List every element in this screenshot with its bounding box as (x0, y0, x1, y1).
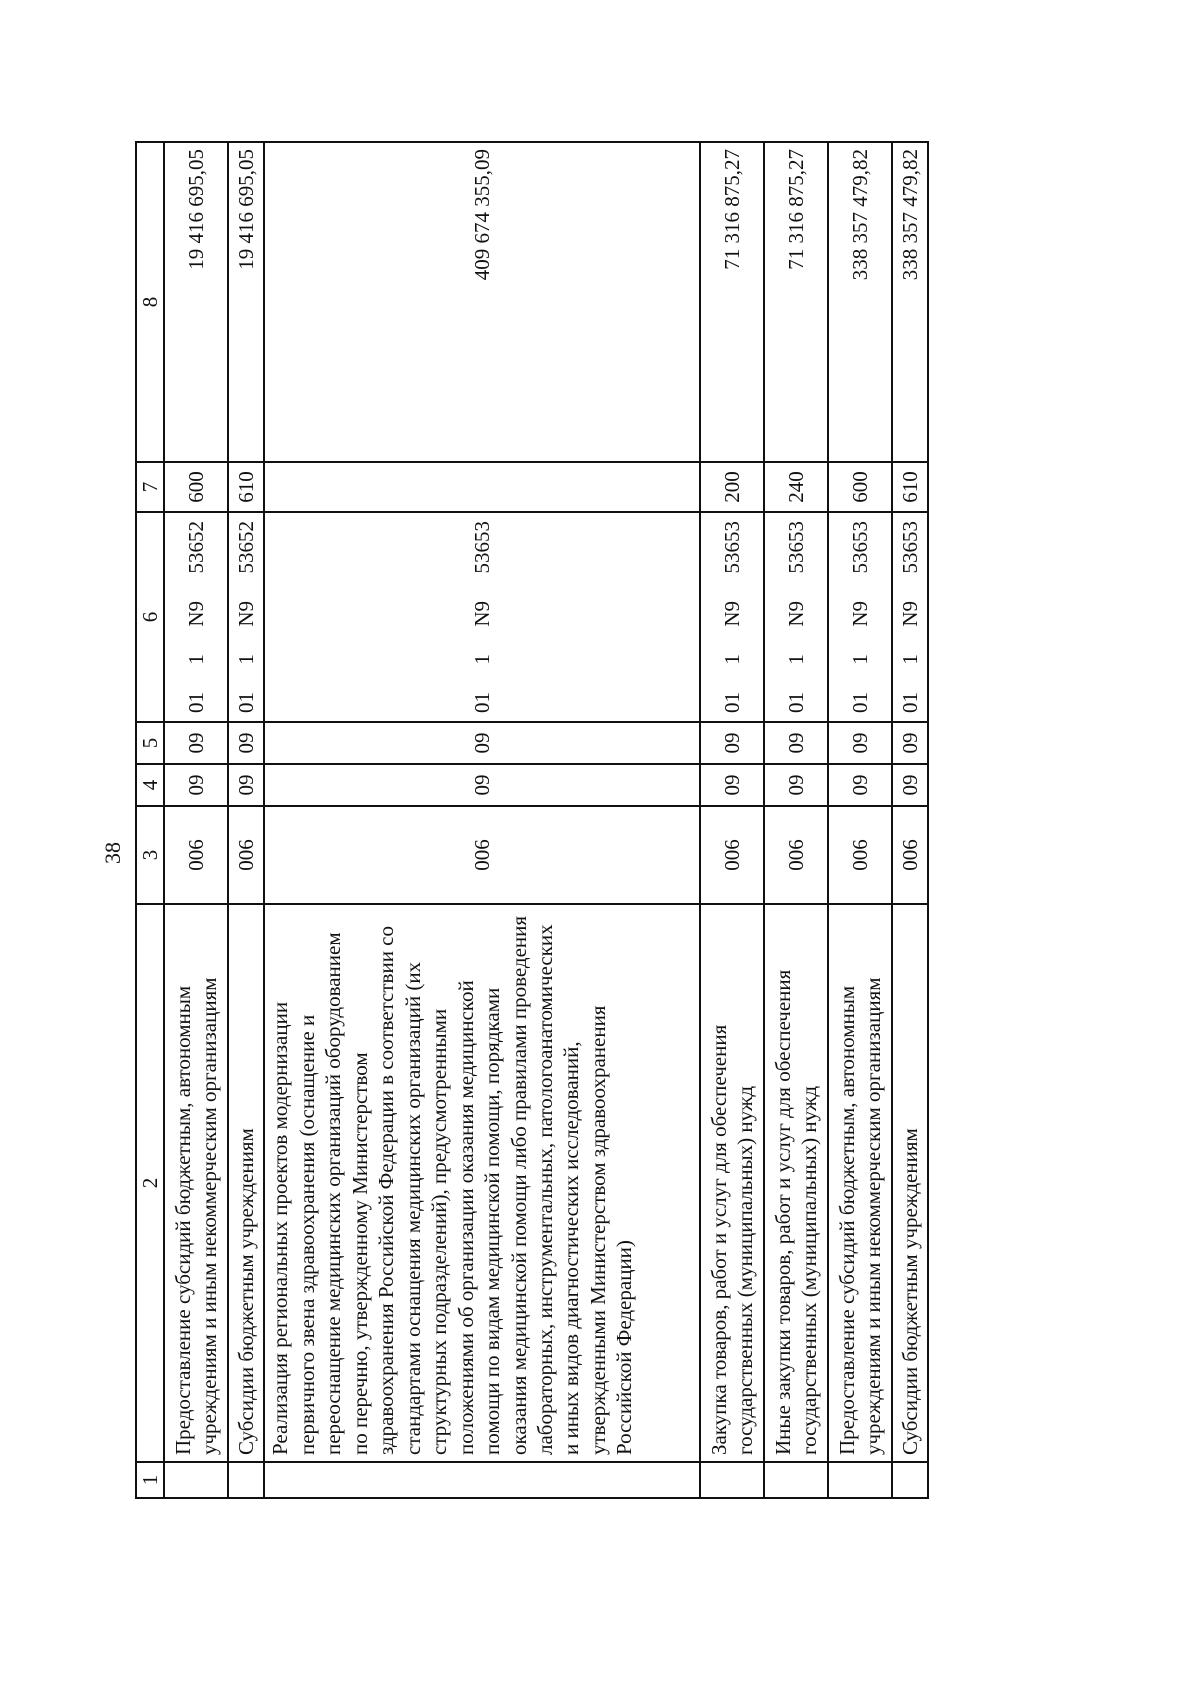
row-number-cell (164, 1462, 228, 1498)
table-row (264, 142, 700, 1498)
expense-type-cell: 600 (164, 462, 228, 512)
section-cell: 09 (264, 764, 700, 806)
ministry-code-cell: 006 (228, 806, 264, 904)
subsection-cell: 09 (264, 722, 700, 764)
section-cell: 09 (892, 764, 928, 806)
target-article-part: N9 (898, 600, 923, 627)
page-number: 38 (100, 842, 125, 864)
target-article-part: 01 (848, 692, 873, 713)
ministry-code-cell: 006 (892, 806, 928, 904)
section-cell: 09 (228, 764, 264, 806)
target-article-part: N9 (720, 600, 745, 627)
row-name-cell: Субсидии бюджетным учреждениям (892, 904, 928, 1462)
target-article-part: 1 (720, 654, 745, 665)
expense-type-cell: 240 (764, 462, 828, 512)
target-article-part: N9 (848, 600, 873, 627)
target-article-cell (164, 512, 228, 722)
target-article-part: 01 (784, 692, 809, 713)
target-article-part: 53652 (234, 521, 259, 574)
target-article-part: 01 (184, 692, 209, 713)
column-header: 3 (136, 806, 164, 904)
target-article-part: 01 (470, 692, 495, 713)
expense-type-cell: 610 (228, 462, 264, 512)
target-article-part: 53653 (848, 521, 873, 574)
amount-cell: 338 357 479,82 (892, 142, 928, 462)
target-article-part: 01 (898, 692, 923, 713)
target-article-cell (700, 512, 764, 722)
ministry-code-cell: 006 (264, 806, 700, 904)
amount-cell: 71 316 875,27 (700, 142, 764, 462)
amount-cell: 71 316 875,27 (764, 142, 828, 462)
subsection-cell: 09 (764, 722, 828, 764)
table-row (164, 142, 228, 1498)
column-header: 1 (136, 1462, 164, 1498)
target-article-part: 1 (848, 654, 873, 665)
target-article-part: 53653 (898, 521, 923, 574)
target-article-cell (764, 512, 828, 722)
target-article-cell (892, 512, 928, 722)
target-article-cell (264, 512, 700, 722)
row-name-cell: Закупка товаров, работ и услуг для обеспечения государственных (муниципальных) нужд (700, 904, 764, 1462)
expense-type-cell: 200 (700, 462, 764, 512)
target-article-part: 1 (470, 654, 495, 665)
amount-cell: 19 416 695,05 (228, 142, 264, 462)
row-name-cell: Субсидии бюджетным учреждениям (228, 904, 264, 1462)
column-header: 2 (136, 904, 164, 1462)
target-article-part: N9 (784, 600, 809, 627)
subsection-cell: 09 (700, 722, 764, 764)
target-article-part: N9 (470, 600, 495, 627)
target-article-part: 53653 (720, 521, 745, 574)
target-article-part: 53653 (784, 521, 809, 574)
budget-table (135, 141, 929, 1499)
ministry-code-cell: 006 (764, 806, 828, 904)
row-number-cell (700, 1462, 764, 1498)
ministry-code-cell: 006 (164, 806, 228, 904)
row-number-cell (892, 1462, 928, 1498)
expense-type-cell: 600 (828, 462, 892, 512)
target-article-part: 53652 (184, 521, 209, 574)
target-article-part: 1 (784, 654, 809, 665)
subsection-cell: 09 (828, 722, 892, 764)
row-name-cell: Предоставление субсидий бюджетным, автономным учреждениям и иным некоммерческим организациям (828, 904, 892, 1462)
ministry-code-cell: 006 (828, 806, 892, 904)
row-number-cell (828, 1462, 892, 1498)
subsection-cell: 09 (228, 722, 264, 764)
target-article-part: 01 (720, 692, 745, 713)
target-article-part: 01 (234, 692, 259, 713)
column-header: 6 (136, 512, 164, 722)
target-article-cell (228, 512, 264, 722)
target-article-part: 1 (898, 654, 923, 665)
subsection-cell: 09 (164, 722, 228, 764)
row-number-cell (228, 1462, 264, 1498)
expense-type-cell (264, 462, 700, 512)
table-row (828, 142, 892, 1498)
column-header: 5 (136, 722, 164, 764)
section-cell: 09 (700, 764, 764, 806)
column-header: 4 (136, 764, 164, 806)
table-row (700, 142, 764, 1498)
table-header-row (136, 142, 164, 1498)
target-article-cell (828, 512, 892, 722)
amount-cell: 409 674 355,09 (264, 142, 700, 462)
table-row (228, 142, 264, 1498)
ministry-code-cell: 006 (700, 806, 764, 904)
target-article-part: 1 (234, 654, 259, 665)
section-cell: 09 (764, 764, 828, 806)
target-article-part: N9 (184, 600, 209, 627)
row-name-cell: Реализация региональных проектов модернизации первичного звена здравоохранения (оснащение и переоснащение медицинских организаций оборудованием по перечню, утвержденному Министерством здравоохранения Российской Федерации в соответствии со стандартами оснащения медицинских организаций (их структурных подразделений), предусмотренными положениями об организации оказания медицинской помощи по видам медицинской помощи, порядками оказания медицинской помощи либо правилами проведения лабораторных, инструментальных, патологоанатомических и иных видов диагностических исследований, утвержденными Министерством здравоохранения Российской Федерации) (264, 904, 700, 1462)
target-article-part: 1 (184, 654, 209, 665)
section-cell: 09 (164, 764, 228, 806)
table-row (892, 142, 928, 1498)
table-row (764, 142, 828, 1498)
expense-type-cell: 610 (892, 462, 928, 512)
target-article-part: N9 (234, 600, 259, 627)
target-article-part: 53653 (470, 521, 495, 574)
amount-cell: 19 416 695,05 (164, 142, 228, 462)
row-number-cell (764, 1462, 828, 1498)
amount-cell: 338 357 479,82 (828, 142, 892, 462)
row-name-cell: Предоставление субсидий бюджетным, автономным учреждениям и иным некоммерческим организациям (164, 904, 228, 1462)
row-number-cell (264, 1462, 700, 1498)
column-header: 8 (136, 142, 164, 462)
column-header: 7 (136, 462, 164, 512)
subsection-cell: 09 (892, 722, 928, 764)
row-name-cell: Иные закупки товаров, работ и услуг для обеспечения государственных (муниципальных) нужд (764, 904, 828, 1462)
section-cell: 09 (828, 764, 892, 806)
